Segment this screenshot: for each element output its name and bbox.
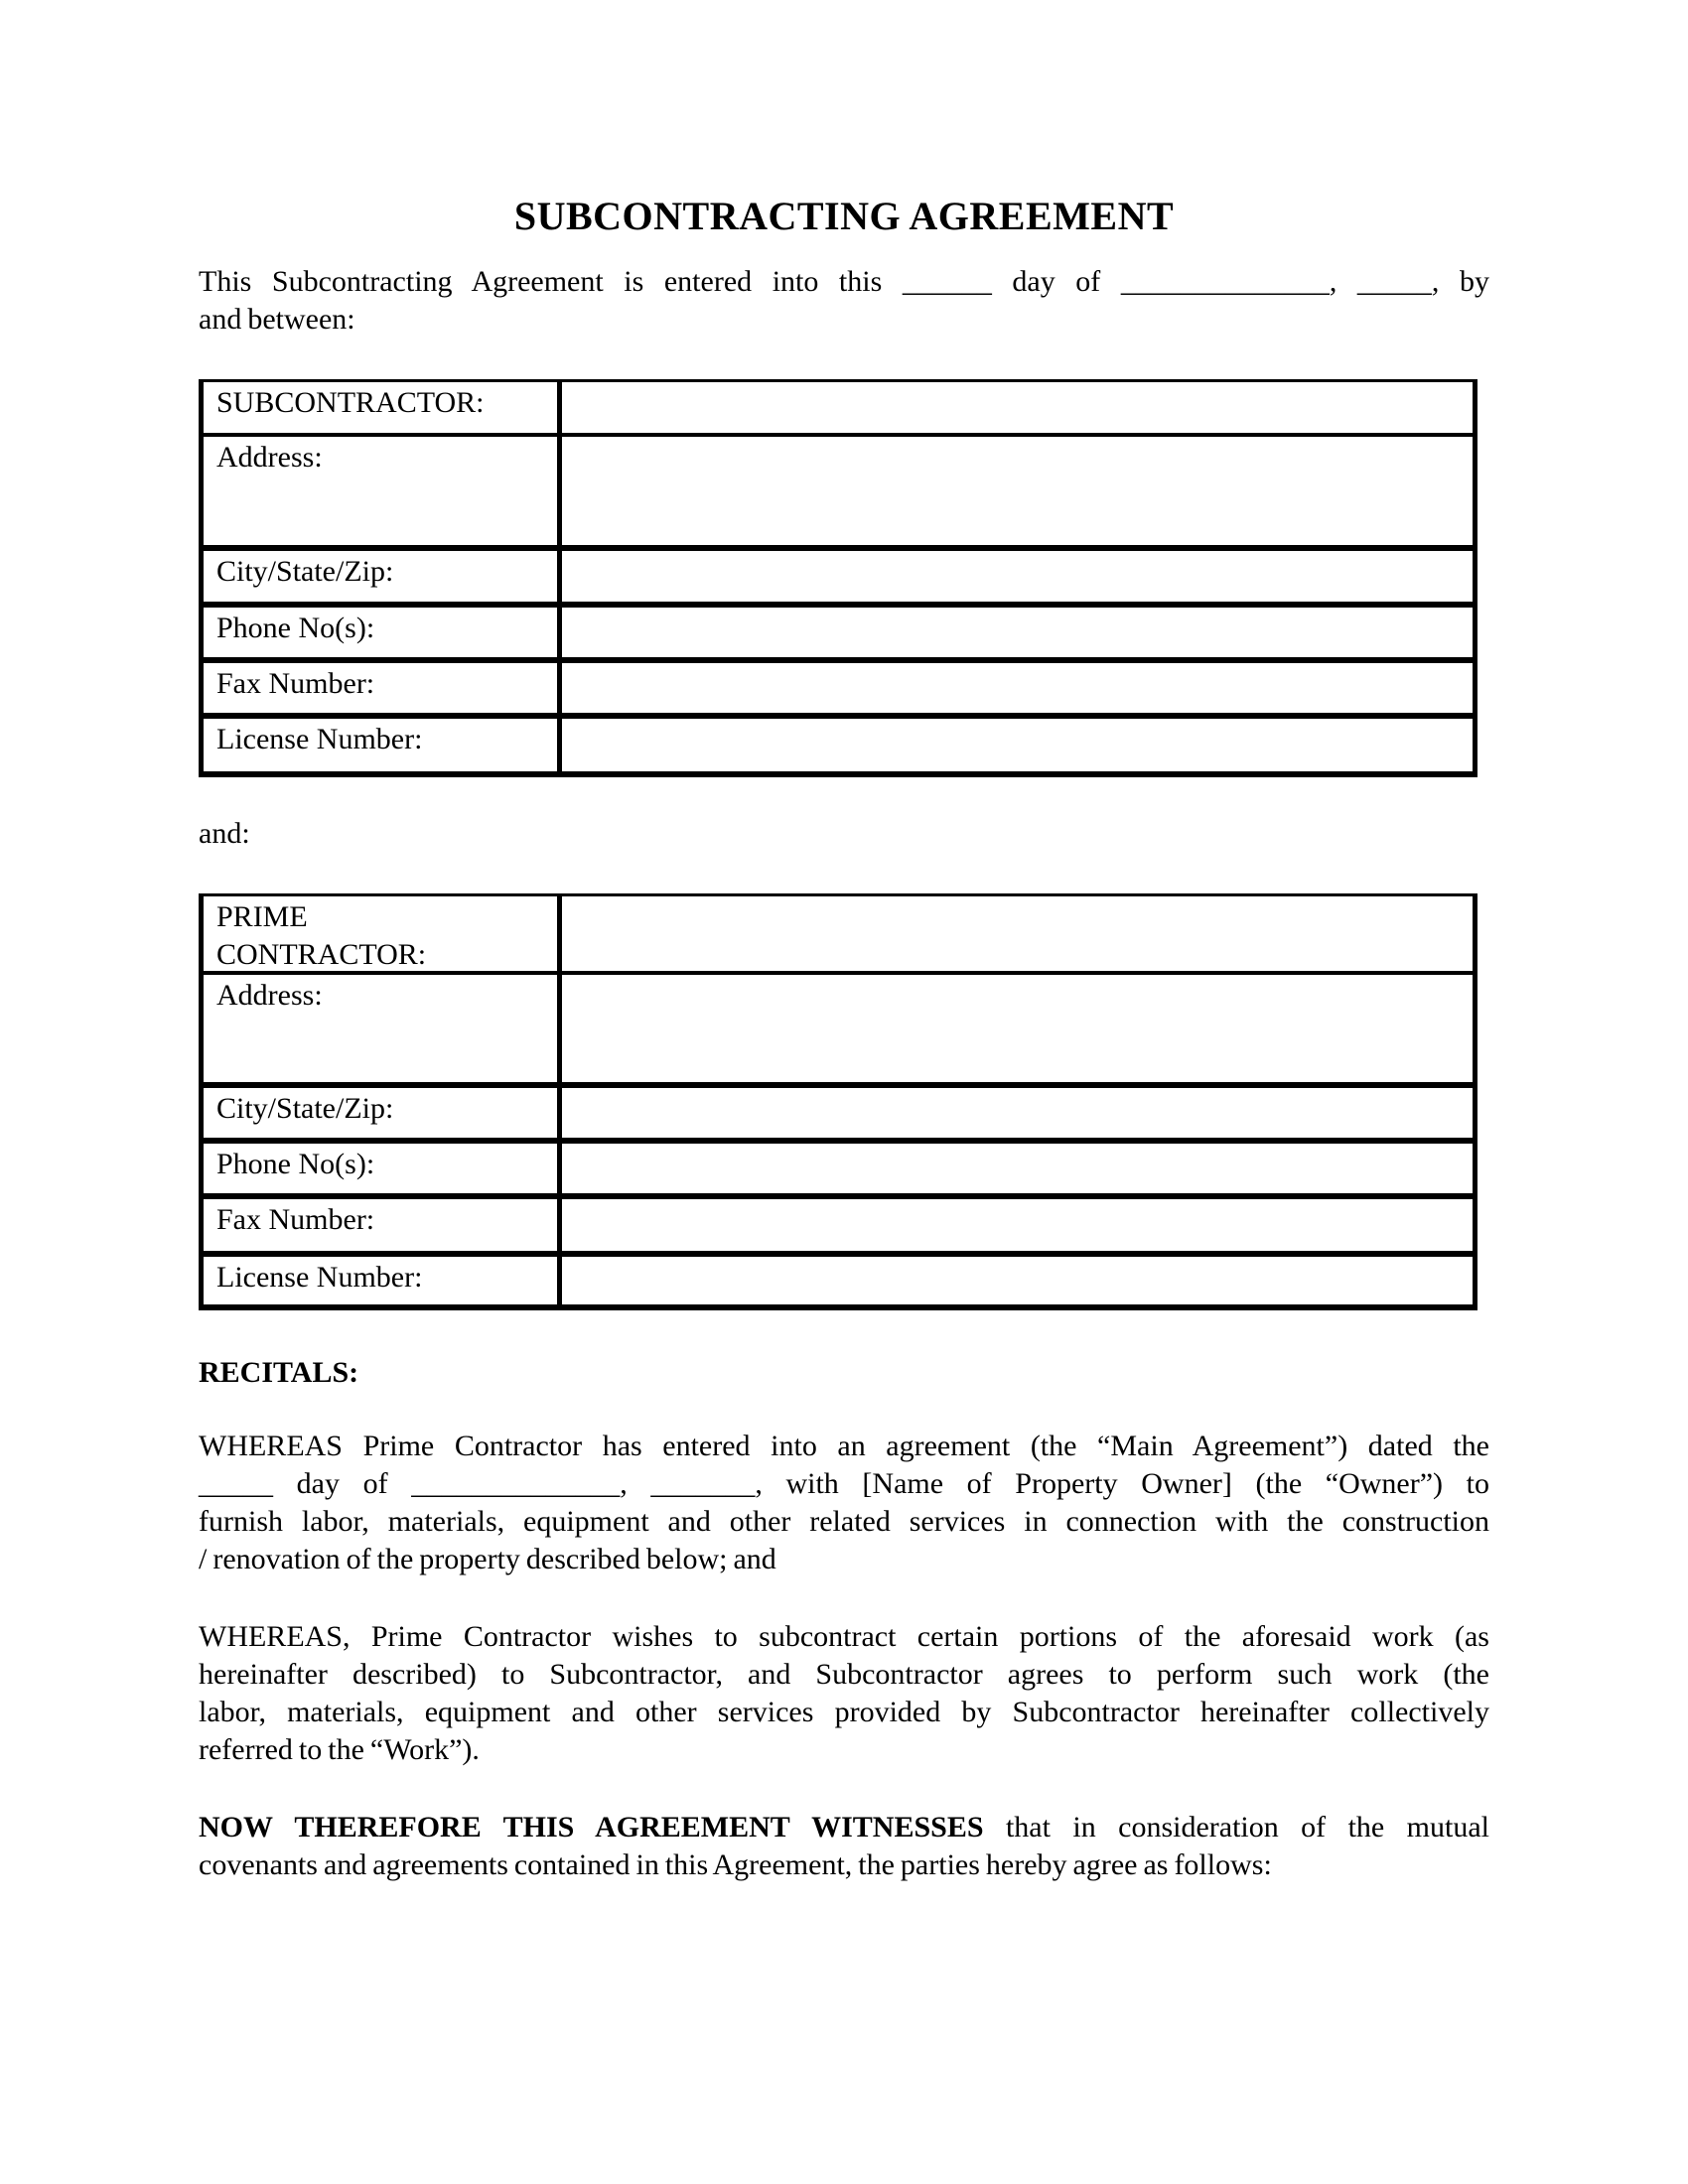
row-label [204,1144,562,1193]
table-row [204,1199,1473,1257]
table-row [204,437,1473,551]
intro-paragraph [199,263,1489,339]
intro-line: This Subcontracting Agreement is entered into this ______ day of ______________, _____, by [199,265,1489,298]
intro-line: and between: [199,303,355,336]
page-title: SUBCONTRACTING AGREEMENT [513,194,1175,238]
table-row [204,975,1473,1088]
row-value-cell [562,1144,1473,1193]
subcontractor-table [199,379,1477,777]
row-label-text: License Number: [216,723,423,755]
row-label [204,1199,562,1251]
row-value-cell [562,1199,1473,1251]
row-label-text: Fax Number: [216,1203,375,1236]
row-label [204,1088,562,1138]
now-therefore-rest-text: that in consideration of the mutual [983,1811,1489,1843]
row-label [204,896,562,971]
prime-contractor-table [199,893,1477,1310]
whereas-paragraph-1 [199,1428,1489,1578]
row-value-cell [562,975,1473,1082]
row-label [204,608,562,657]
row-label-text: Address: [216,441,323,474]
row-label-text: License Number: [216,1261,423,1294]
row-label [204,382,562,433]
table-row [204,608,1473,663]
paragraph-line: covenants and agreements contained in this Agreement, the parties hereby agree as follows: [199,1848,1272,1881]
row-label-text: Fax Number: [216,667,375,700]
and-label: and: [199,817,250,850]
table-row [204,1257,1473,1304]
row-label [204,975,562,1082]
table-row [204,382,1473,437]
paragraph-line: WHEREAS, Prime Contractor wishes to subcontract certain portions of the aforesaid work (as [199,1620,1489,1653]
row-value-cell [562,551,1473,602]
row-value-cell [562,608,1473,657]
paragraph-line: furnish labor, materials, equipment and other related services in connection with the construction [199,1505,1489,1538]
row-label-text: Phone No(s): [216,612,375,644]
row-label-text: SUBCONTRACTOR: [216,386,485,419]
row-value-cell [562,896,1473,971]
now-therefore-paragraph [199,1809,1489,1884]
table-row [204,1088,1473,1144]
row-value-cell [562,382,1473,433]
paragraph-line: hereinafter described) to Subcontractor, and Subcontractor agrees to perform such work (the [199,1658,1489,1691]
row-value-cell [562,1088,1473,1138]
whereas-paragraph-2 [199,1618,1489,1769]
row-label-text: City/State/Zip: [216,555,394,588]
table-row [204,551,1473,608]
row-label-text: PRIME CONTRACTOR: [216,900,427,971]
paragraph-line: / renovation of the property described below; and [199,1543,776,1575]
row-label [204,663,562,713]
row-value-cell [562,719,1473,771]
row-value-cell [562,663,1473,713]
row-value-cell [562,1257,1473,1304]
table-row [204,719,1473,771]
row-label [204,551,562,602]
row-label-text: City/State/Zip: [216,1092,394,1125]
row-label [204,437,562,545]
paragraph-line [199,1809,1489,1846]
row-label-text: Phone No(s): [216,1148,375,1180]
paragraph-line: WHEREAS Prime Contractor has entered into an agreement (the “Main Agreement”) dated the [199,1430,1489,1462]
row-label-text: Address: [216,979,323,1012]
table-row [204,1144,1473,1199]
row-label [204,719,562,771]
table-row [204,663,1473,719]
paragraph-line: _____ day of ______________, _______, with [Name of Property Owner] (the “Owner”) to [199,1467,1489,1500]
paragraph-line: labor, materials, equipment and other services provided by Subcontractor hereinafter collectively [199,1696,1489,1728]
table-row [204,896,1473,975]
paragraph-line: referred to the “Work”). [199,1733,480,1766]
row-label [204,1257,562,1304]
row-value-cell [562,437,1473,545]
recitals-heading: RECITALS: [199,1356,359,1389]
now-therefore-bold-text: NOW THEREFORE THIS AGREEMENT WITNESSES [199,1811,984,1843]
